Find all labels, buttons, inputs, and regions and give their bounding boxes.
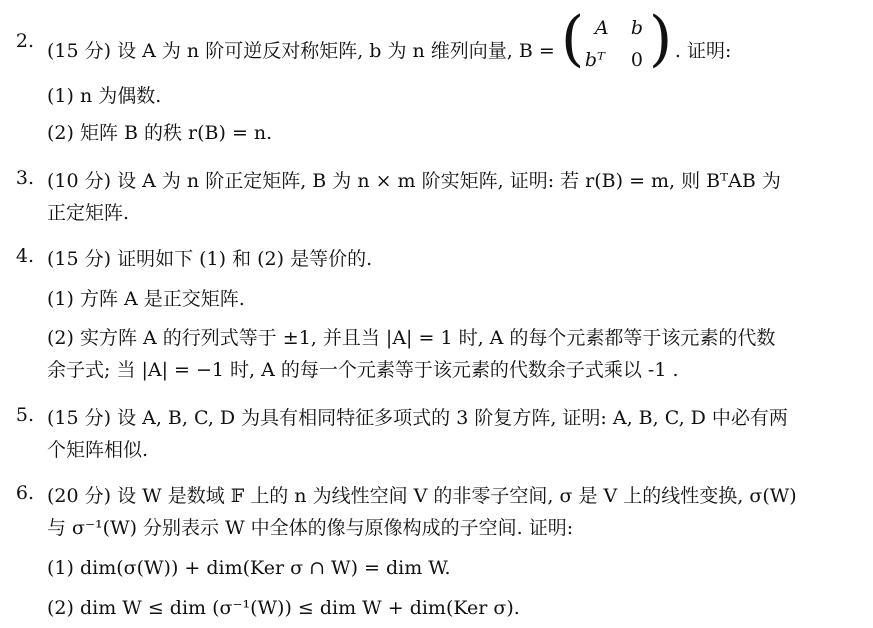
stem-tail: . 证明: [674,40,732,62]
problem-line-1: (20 分) 设 W 是数域 𝔽 上的 n 为线性空间 V 的非零子空间, σ 是 V 上的线性变换, σ(W) [47,485,797,507]
problem-line-1: (15 分) 设 A, B, C, D 为具有相同特征多项式的 3 阶复方阵, 证明: A, B, C, D 中必有两 [47,407,788,429]
matrix-a21: bᵀ [584,49,605,71]
sub-item-2: (2) dim W ≤ dim (σ⁻¹(W)) ≤ dim W + dim(Ker σ). [47,597,520,619]
matrix-a22: 0 [630,49,643,71]
problem-line-2: 正定矩阵. [47,202,130,224]
problem-stem [47,4,732,74]
sub-item-2: (2) 实方阵 A 的行列式等于 ±1, 并且当 |A| = 1 时, A 的每个元素都等于该元素的代数 [47,327,776,349]
right-paren: ) [648,4,673,74]
sub-item-1: (1) n 为偶数. [47,85,162,107]
problem-line-1: (15 分) 证明如下 (1) 和 (2) 是等价的. [47,248,373,270]
matrix-a11: A [594,17,609,39]
matrix-a12: b [630,17,644,39]
left-paren: ( [560,4,585,74]
sub-item-2: (2) 矩阵 B 的秩 r(B) = n. [47,122,273,144]
stem-text: (15 分) 设 A 为 n 阶可逆反对称矩阵, b 为 n 维列向量, B = [47,40,555,62]
problem-number: 3. [15,167,34,189]
problem-line-1: (10 分) 设 A 为 n 阶正定矩阵, B 为 n × m 阶实矩阵, 证明: 若 r(B) = m, 则 BᵀAB 为 [47,170,781,192]
problem-line-2: 个矩阵相似. [47,439,149,461]
problem-number: 4. [15,245,34,267]
sub-item-2-cont: 余子式; 当 |A| = −1 时, A 的每一个元素等于该元素的代数余子式乘以 -1 . [47,359,679,381]
problem-number: 2. [15,30,34,52]
sub-item-1: (1) dim(σ(W)) + dim(Ker σ ∩ W) = dim W. [47,557,451,579]
sub-item-1: (1) 方阵 A 是正交矩阵. [47,288,245,310]
problem-line-2: 与 σ⁻¹(W) 分别表示 W 中全体的像与原像构成的子空间. 证明: [47,517,574,539]
problem-number: 6. [15,482,34,504]
block-matrix [560,4,673,74]
problem-number: 5. [15,404,34,426]
